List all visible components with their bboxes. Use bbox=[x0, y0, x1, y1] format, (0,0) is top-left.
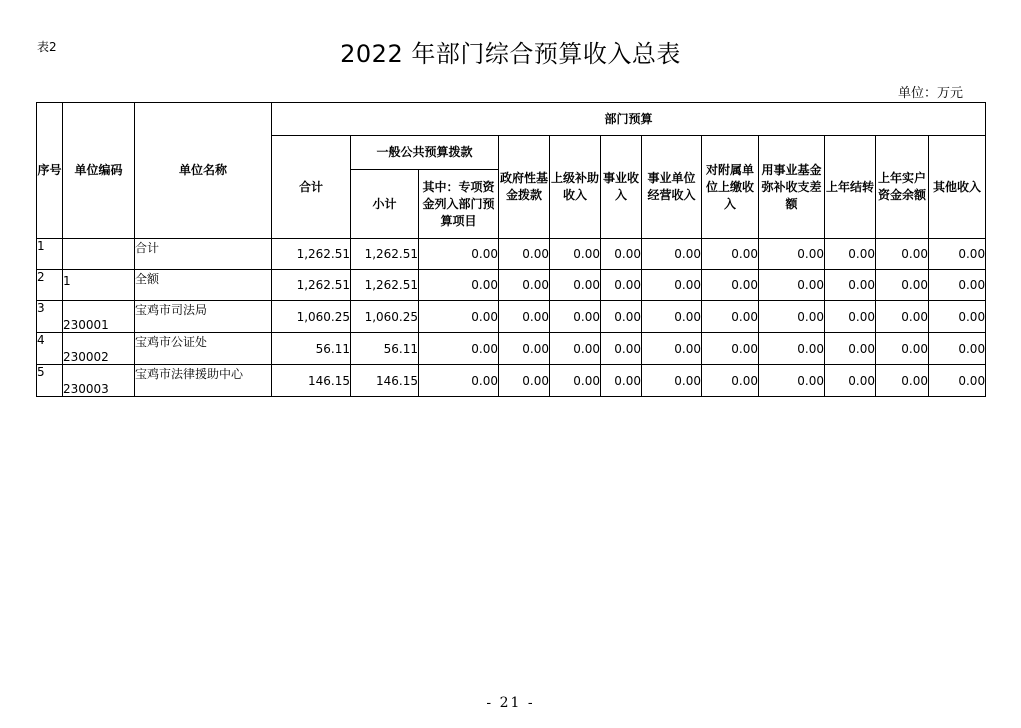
cell-affiliated: 0.00 bbox=[702, 270, 759, 301]
table-row bbox=[37, 239, 986, 270]
cell-affiliated: 0.00 bbox=[702, 365, 759, 397]
header-career-business: 事业单位经营收入 bbox=[642, 136, 702, 239]
cell-special: 0.00 bbox=[419, 301, 499, 333]
cell-gov-fund: 0.00 bbox=[499, 301, 550, 333]
cell-total: 1,262.51 bbox=[272, 239, 351, 270]
cell-total: 1,262.51 bbox=[272, 270, 351, 301]
header-career-income: 事业收入 bbox=[601, 136, 642, 239]
header-upper-subsidy: 上级补助收入 bbox=[550, 136, 601, 239]
cell-other: 0.00 bbox=[929, 239, 986, 270]
cell-gov-fund: 0.00 bbox=[499, 270, 550, 301]
cell-upper-subsidy: 0.00 bbox=[550, 333, 601, 365]
cell-total: 56.11 bbox=[272, 333, 351, 365]
cell-carryover: 0.00 bbox=[825, 301, 876, 333]
cell-career-business: 0.00 bbox=[642, 301, 702, 333]
cell-prev-balance: 0.00 bbox=[876, 301, 929, 333]
row-name: 宝鸡市公证处 bbox=[135, 333, 272, 365]
cell-career: 0.00 bbox=[601, 270, 642, 301]
table-number: 表2 bbox=[37, 40, 57, 54]
header-fund-balance: 用事业基金弥补收支差额 bbox=[759, 136, 825, 239]
cell-fund-balance: 0.00 bbox=[759, 365, 825, 397]
cell-total: 1,060.25 bbox=[272, 301, 351, 333]
cell-career-business: 0.00 bbox=[642, 365, 702, 397]
cell-fund-balance: 0.00 bbox=[759, 301, 825, 333]
unit-label: 单位：万元 bbox=[897, 86, 963, 101]
row-code bbox=[63, 239, 135, 270]
cell-carryover: 0.00 bbox=[825, 365, 876, 397]
header-special-fund: 其中：专项资金列入部门预算项目 bbox=[419, 170, 499, 239]
row-seq: 1 bbox=[37, 239, 63, 270]
cell-upper-subsidy: 0.00 bbox=[550, 301, 601, 333]
row-seq: 5 bbox=[37, 365, 63, 397]
cell-upper-subsidy: 0.00 bbox=[550, 270, 601, 301]
cell-carryover: 0.00 bbox=[825, 333, 876, 365]
cell-special: 0.00 bbox=[419, 333, 499, 365]
row-code: 230002 bbox=[63, 333, 135, 365]
cell-affiliated: 0.00 bbox=[702, 333, 759, 365]
cell-fund-balance: 0.00 bbox=[759, 270, 825, 301]
header-general-budget: 一般公共预算拨款 bbox=[351, 136, 499, 170]
cell-subtotal: 1,060.25 bbox=[351, 301, 419, 333]
header-carryover: 上年结转 bbox=[825, 136, 876, 239]
row-seq: 3 bbox=[37, 301, 63, 333]
table-row bbox=[37, 333, 986, 365]
header-name: 单位名称 bbox=[135, 103, 272, 239]
header-prev-balance: 上年实户资金余额 bbox=[876, 136, 929, 239]
row-code: 230001 bbox=[63, 301, 135, 333]
table-row bbox=[37, 365, 986, 397]
cell-affiliated: 0.00 bbox=[702, 301, 759, 333]
header-other-income: 其他收入 bbox=[929, 136, 986, 239]
table-row bbox=[37, 301, 986, 333]
cell-career-business: 0.00 bbox=[642, 333, 702, 365]
cell-upper-subsidy: 0.00 bbox=[550, 365, 601, 397]
cell-prev-balance: 0.00 bbox=[876, 333, 929, 365]
cell-prev-balance: 0.00 bbox=[876, 239, 929, 270]
page-number: - 21 - bbox=[486, 695, 535, 711]
header-gov-fund: 政府性基金拨款 bbox=[499, 136, 550, 239]
cell-subtotal: 146.15 bbox=[351, 365, 419, 397]
header-seq: 序号 bbox=[37, 103, 63, 239]
cell-fund-balance: 0.00 bbox=[759, 239, 825, 270]
cell-carryover: 0.00 bbox=[825, 270, 876, 301]
row-seq: 4 bbox=[37, 333, 63, 365]
cell-total: 146.15 bbox=[272, 365, 351, 397]
cell-career-business: 0.00 bbox=[642, 239, 702, 270]
cell-special: 0.00 bbox=[419, 270, 499, 301]
row-name: 合计 bbox=[135, 239, 272, 270]
row-name: 宝鸡市司法局 bbox=[135, 301, 272, 333]
cell-special: 0.00 bbox=[419, 239, 499, 270]
cell-career: 0.00 bbox=[601, 365, 642, 397]
page-title: 2022 年部门综合预算收入总表 bbox=[340, 40, 681, 68]
row-code: 1 bbox=[63, 270, 135, 301]
cell-other: 0.00 bbox=[929, 365, 986, 397]
cell-subtotal: 1,262.51 bbox=[351, 270, 419, 301]
header-total: 合计 bbox=[272, 136, 351, 239]
row-name: 宝鸡市法律援助中心 bbox=[135, 365, 272, 397]
header-dept-budget: 部门预算 bbox=[272, 103, 986, 136]
cell-upper-subsidy: 0.00 bbox=[550, 239, 601, 270]
header-subtotal: 小计 bbox=[351, 170, 419, 239]
budget-table bbox=[36, 102, 986, 397]
cell-affiliated: 0.00 bbox=[702, 239, 759, 270]
cell-career: 0.00 bbox=[601, 301, 642, 333]
row-code: 230003 bbox=[63, 365, 135, 397]
cell-gov-fund: 0.00 bbox=[499, 239, 550, 270]
cell-prev-balance: 0.00 bbox=[876, 270, 929, 301]
row-seq: 2 bbox=[37, 270, 63, 301]
cell-special: 0.00 bbox=[419, 365, 499, 397]
cell-career-business: 0.00 bbox=[642, 270, 702, 301]
row-name: 全额 bbox=[135, 270, 272, 301]
cell-subtotal: 1,262.51 bbox=[351, 239, 419, 270]
cell-prev-balance: 0.00 bbox=[876, 365, 929, 397]
cell-carryover: 0.00 bbox=[825, 239, 876, 270]
cell-career: 0.00 bbox=[601, 239, 642, 270]
table-row bbox=[37, 270, 986, 301]
header-affiliated: 对附属单位上缴收入 bbox=[702, 136, 759, 239]
cell-gov-fund: 0.00 bbox=[499, 333, 550, 365]
header-code: 单位编码 bbox=[63, 103, 135, 239]
cell-career: 0.00 bbox=[601, 333, 642, 365]
cell-fund-balance: 0.00 bbox=[759, 333, 825, 365]
cell-subtotal: 56.11 bbox=[351, 333, 419, 365]
cell-other: 0.00 bbox=[929, 333, 986, 365]
cell-gov-fund: 0.00 bbox=[499, 365, 550, 397]
cell-other: 0.00 bbox=[929, 270, 986, 301]
cell-other: 0.00 bbox=[929, 301, 986, 333]
